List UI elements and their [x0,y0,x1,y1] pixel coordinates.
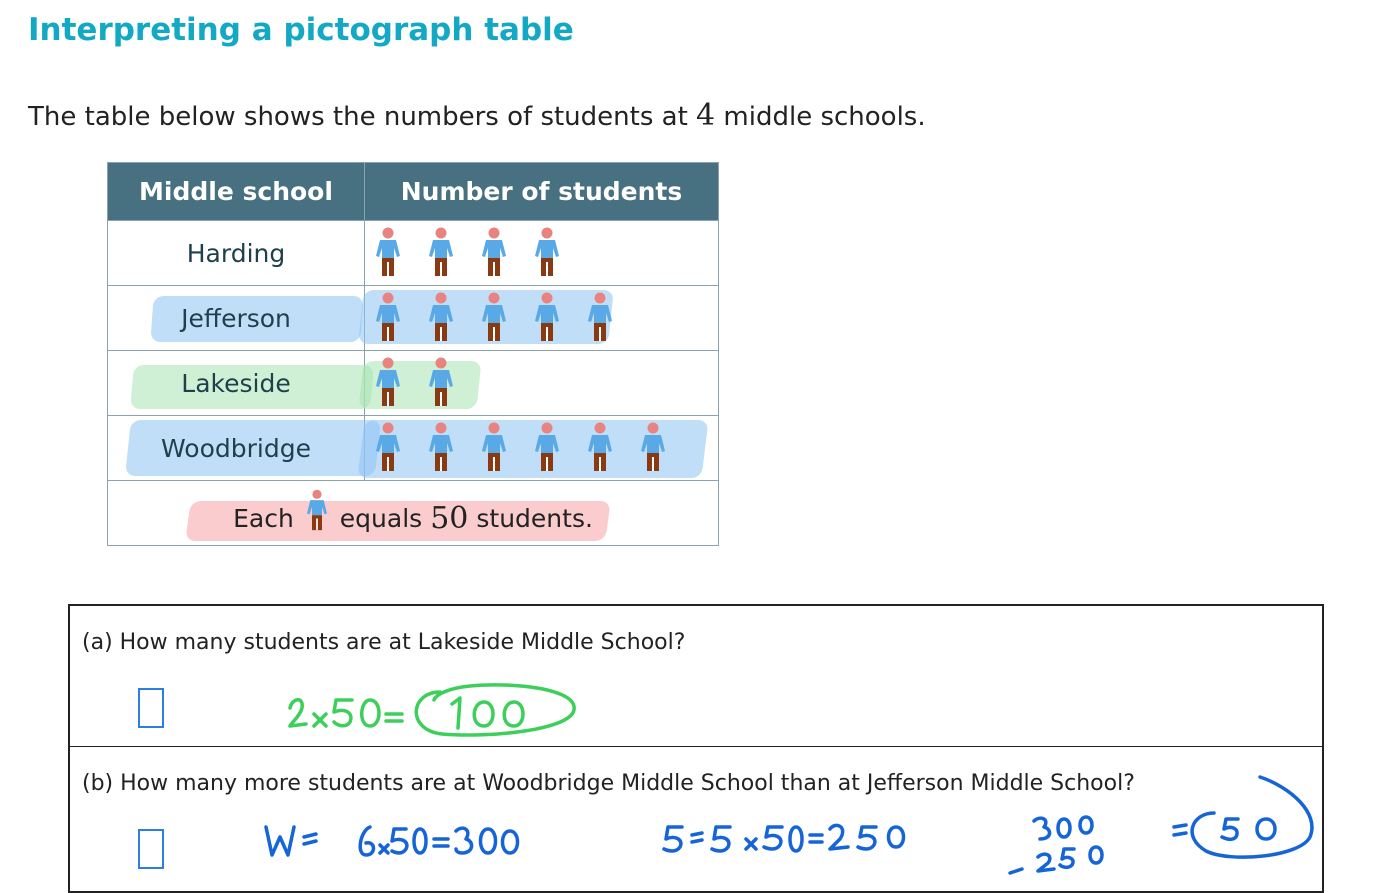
key-row [108,481,719,546]
student-icon [582,291,618,345]
school-cell-lakeside [108,351,365,416]
question-a-text: (a) How many students are at Lakeside Middle School? [82,630,686,655]
handwriting-b [70,747,1322,891]
table-row [108,221,719,286]
answer-a-input[interactable] [138,688,164,728]
handwriting-a [270,664,590,744]
student-icon [476,421,512,475]
icons-woodbridge [365,416,718,480]
header-number-of-students: Number of students [365,163,719,221]
key-after: students. [476,503,593,533]
school-cell-jefferson [108,286,365,351]
student-icon [423,356,459,410]
student-icon [529,291,565,345]
table-row [108,351,719,416]
page-title: Interpreting a pictograph table [28,12,574,48]
student-icon [423,226,459,280]
intro-before: The table below shows the numbers of students at [28,102,688,132]
key-each: Each [233,503,294,533]
icons-cell [365,351,719,416]
icons-jefferson [365,286,718,350]
key-legend [233,491,593,536]
student-icon [582,421,618,475]
student-icon [423,421,459,475]
student-icon [529,226,565,280]
intro-after: middle schools. [723,102,926,132]
icons-cell [365,221,719,286]
school-name: Harding [186,238,286,268]
student-icon [370,421,406,475]
header-middle-school: Middle school [108,163,365,221]
student-icon [423,291,459,345]
student-icon [370,356,406,410]
table-row [108,286,719,351]
key-equals: equals [339,503,423,533]
student-icon [476,291,512,345]
question-b-box [68,746,1324,893]
school-name: Woodbridge [161,433,311,463]
school-cell-harding [108,221,365,286]
student-icon [370,291,406,345]
pictograph-table [107,162,719,546]
student-icon [302,488,332,534]
key-number: 50 [430,500,469,536]
icons-lakeside [365,351,718,415]
icons-harding [365,221,718,285]
icons-cell [365,416,719,481]
question-a-box [68,604,1324,750]
question-b-text: (b) How many more students are at Woodbridge Middle School than at Jefferson Middle School? [82,771,1135,796]
intro-number: 4 [696,98,716,133]
school-name: Lakeside [181,368,291,398]
icons-cell [365,286,719,351]
school-name: Jefferson [181,303,291,333]
intro-text [28,98,926,133]
school-cell-woodbridge [108,416,365,481]
key-cell [108,481,719,546]
table-row [108,416,719,481]
student-icon [529,421,565,475]
student-icon [476,226,512,280]
student-icon [635,421,671,475]
student-icon [370,226,406,280]
